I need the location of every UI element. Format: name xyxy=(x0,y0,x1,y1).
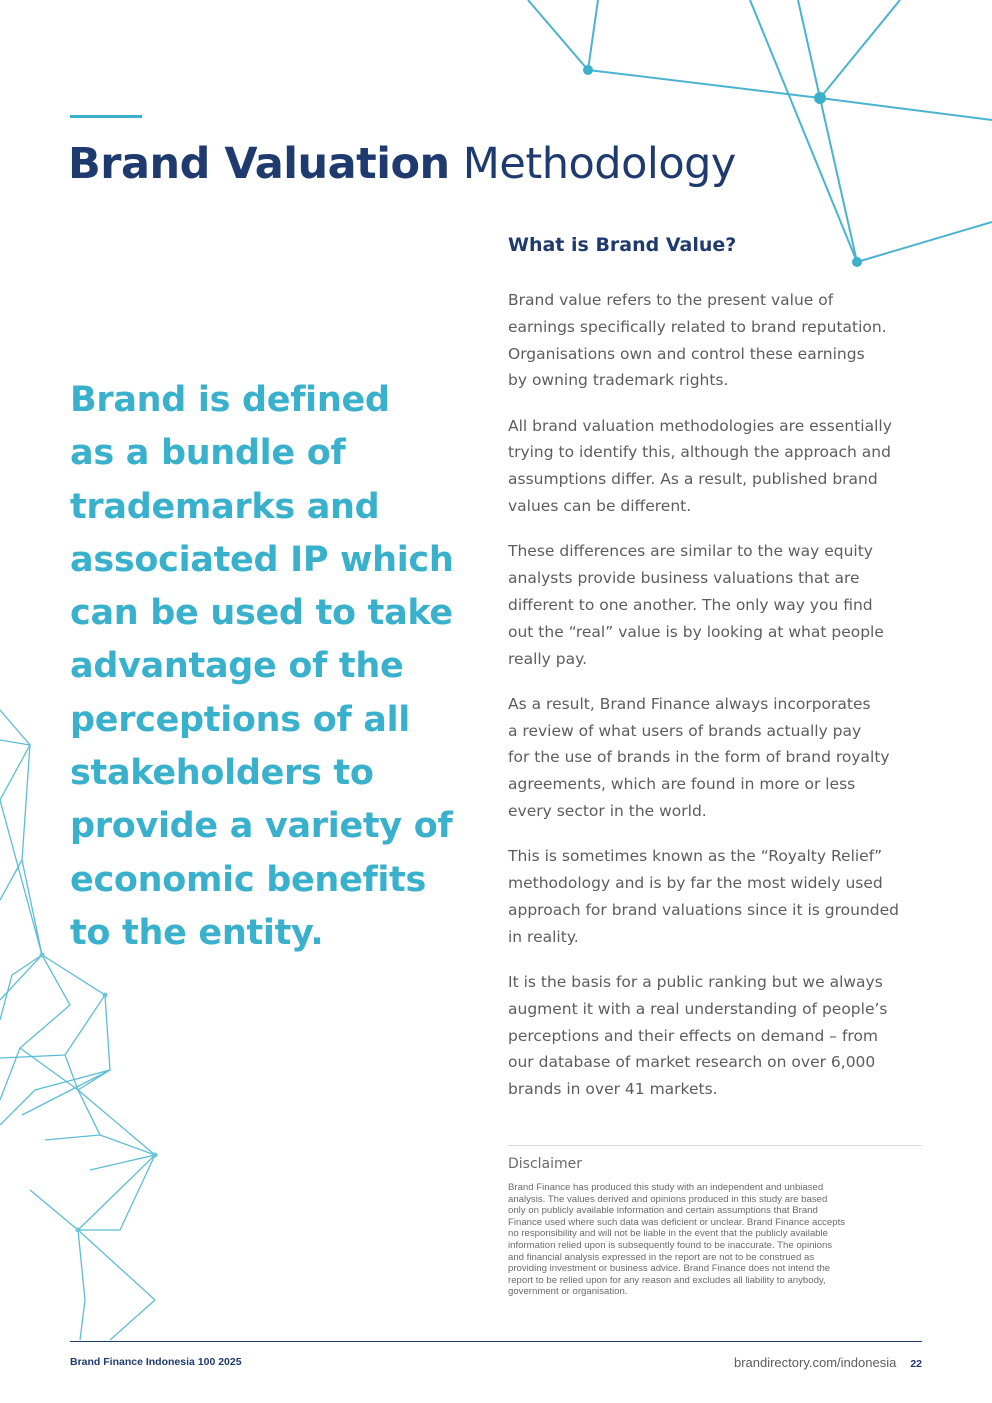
body-line: earnings specifically related to brand reputation. xyxy=(508,317,887,336)
disclaimer-line: analysis. The values derived and opinions produced in this study are based xyxy=(508,1193,828,1205)
pull-quote-line: Brand is defined xyxy=(70,380,390,420)
pull-quote-line: advantage of the xyxy=(70,646,404,687)
body-line: every sector in the world. xyxy=(508,802,707,821)
body-line: assumptions differ. As a result, published brand xyxy=(508,470,878,489)
body-line: analysts provide business valuations that are xyxy=(508,569,860,588)
disclaimer-line: government or organisation. xyxy=(508,1286,628,1298)
disclaimer-line: Finance used where such data was deficient or unclear. Brand Finance accepts xyxy=(508,1216,846,1228)
section-heading: What is Brand Value? xyxy=(508,234,737,256)
body-line: by owning trademark rights. xyxy=(508,371,729,390)
body-line: All brand valuation methodologies are essentially xyxy=(508,416,892,435)
body-line: Brand value refers to the present value of xyxy=(508,291,834,309)
disclaimer-title: Disclaimer xyxy=(508,1156,583,1172)
body-line: This is sometimes known as the “Royalty Relief” xyxy=(508,847,883,866)
body-paragraph xyxy=(508,287,928,394)
pull-quote-line: associated IP which xyxy=(70,539,454,580)
disclaimer-line: only on publicly available information and certain assumptions that Brand xyxy=(508,1205,818,1217)
disclaimer-line: providing investment or business advice. Brand Finance does not intend the xyxy=(508,1263,831,1275)
pull-quote-line: economic benefits xyxy=(70,859,427,900)
body-line: perceptions and their effects on demand – from xyxy=(508,1026,879,1045)
page-title-bold: Brand Valuation xyxy=(68,139,450,189)
body-line: approach for brand valuations since it is grounded xyxy=(508,900,900,919)
pull-quote-line: perceptions of all xyxy=(70,699,410,740)
footer-url-link[interactable]: brandirectory.com/indonesia xyxy=(733,1355,897,1370)
pull-quote-line: provide a variety of xyxy=(70,806,453,847)
body-line: different to one another. The only way you find xyxy=(508,595,873,614)
body-line: It is the basis for a public ranking but we always xyxy=(508,973,883,992)
body-line: trying to identify this, although the approach and xyxy=(508,443,891,462)
footer-divider xyxy=(70,1341,922,1342)
pull-quote-line: trademarks and xyxy=(70,486,380,527)
body-line: in reality. xyxy=(508,927,579,946)
disclaimer-line: no responsibility and will not be liable in the event that the publicly available xyxy=(508,1228,828,1240)
pull-quote-line: as a bundle of xyxy=(70,433,346,474)
page-number: 22 xyxy=(910,1358,922,1370)
body-paragraph xyxy=(508,969,928,1103)
footer-publication: Brand Finance Indonesia 100 2025 xyxy=(70,1356,242,1368)
body-line: values can be different. xyxy=(508,497,692,516)
pull-quote-line: to the entity. xyxy=(70,912,324,953)
body-line: brands in over 41 markets. xyxy=(508,1080,718,1099)
body-line: for the use of brands in the form of brand royalty xyxy=(508,748,890,767)
body-line: Organisations own and control these earnings xyxy=(508,344,865,363)
body-paragraph xyxy=(508,538,928,672)
disclaimer-line: Brand Finance has produced this study with an independent and unbiased xyxy=(508,1182,824,1193)
title-accent-rule xyxy=(70,115,142,118)
left-nodes xyxy=(40,953,158,1233)
body-line: methodology and is by far the most widely used xyxy=(508,874,883,893)
body-line: out the “real” value is by looking at what people xyxy=(508,622,884,641)
disclaimer-line: and financial analysis expressed in the report are not to be construed as xyxy=(508,1251,815,1263)
body-line: a review of what users of brands actually pay xyxy=(508,721,862,740)
body-paragraph xyxy=(508,691,928,825)
body-paragraph xyxy=(508,413,928,520)
pull-quote-line: stakeholders to xyxy=(70,753,374,794)
body-line: These differences are similar to the way equity xyxy=(508,542,873,561)
body-line: augment it with a real understanding of people’s xyxy=(508,999,888,1018)
pull-quote-line: can be used to take xyxy=(70,593,453,634)
footer-right xyxy=(734,1355,922,1370)
body-paragraph xyxy=(508,843,928,950)
top-right-network xyxy=(528,0,992,262)
disclaimer-line: information relied upon is subsequently found to be inaccurate. The opinions xyxy=(508,1239,833,1251)
disclaimer-divider xyxy=(508,1145,922,1146)
body-line: As a result, Brand Finance always incorporates xyxy=(508,694,871,713)
disclaimer-text xyxy=(508,1182,922,1298)
body-line: our database of market research on over 6,000 xyxy=(508,1053,876,1072)
pull-quote xyxy=(70,374,470,960)
body-text xyxy=(508,287,928,1122)
body-line: agreements, which are found in more or less xyxy=(508,775,856,794)
page-title xyxy=(68,138,736,190)
page-title-regular: Methodology xyxy=(462,139,736,189)
disclaimer-line: report to be relied upon for any reason and excludes all liability to anybody, xyxy=(508,1274,826,1286)
body-line: really pay. xyxy=(508,649,588,668)
